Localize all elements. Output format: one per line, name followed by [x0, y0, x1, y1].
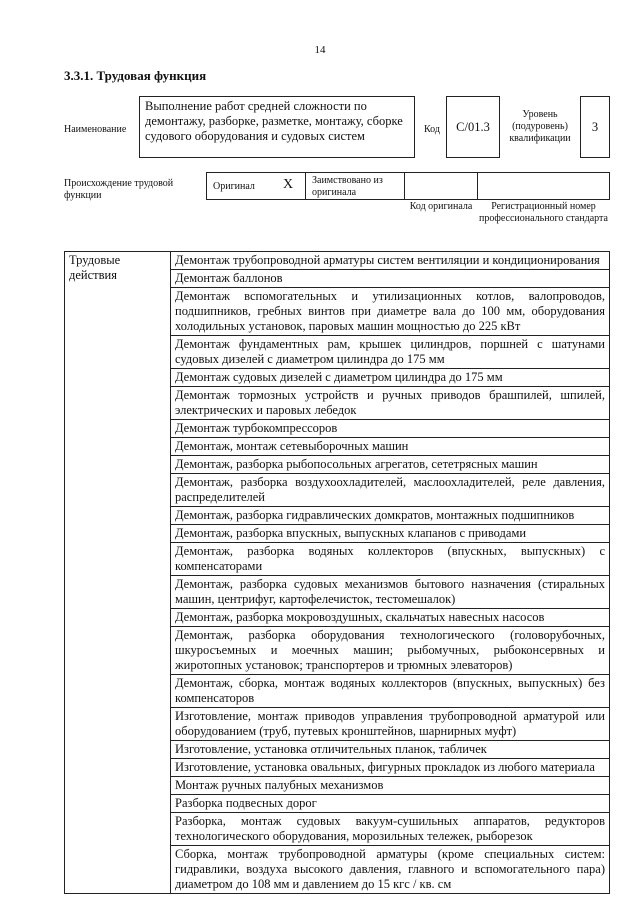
level-value: 3 — [580, 96, 610, 158]
action-item: Демонтаж, монтаж сетевыборочных машин — [171, 438, 610, 456]
action-item: Демонтаж, разборка впускных, выпускных клапанов с приводами — [171, 525, 610, 543]
labor-actions-table — [64, 251, 610, 894]
actions-header: Трудовые действия — [65, 252, 171, 894]
action-item: Демонтаж, разборка мокровоздушных, скальчатых навесных насосов — [171, 609, 610, 627]
action-item: Разборка, монтаж судовых вакуум-сушильных аппаратов, редукторов технологического оборудования, морозильных тележек, рыборезок — [171, 813, 610, 846]
action-item: Демонтаж фундаментных рам, крышек цилиндров, поршней с шатунами судовых дизелей с диаметром цилиндра до 175 мм — [171, 336, 610, 369]
action-item: Демонтаж, разборка воздухоохладителей, маслоохладителей, реле давления, распределителей — [171, 474, 610, 507]
original-mark: X — [283, 177, 294, 192]
code-original-cell — [404, 172, 478, 200]
original-label: Оригинал — [213, 181, 255, 192]
action-item: Демонтаж, разборка гидравлических домкратов, монтажных подшипников — [171, 507, 610, 525]
origin-label: Происхождение трудовой функции — [64, 178, 174, 201]
action-item: Демонтаж, разборка судовых механизмов бытового назначения (стиральных машин, центрифуг, картофелечисток, тестомешалок) — [171, 576, 610, 609]
action-item: Демонтаж турбокомпрессоров — [171, 420, 610, 438]
code-original-caption: Код оригинала — [409, 201, 473, 212]
action-item: Демонтаж судовых дизелей с диаметром цилиндра до 175 мм — [171, 369, 610, 387]
reg-number-cell — [477, 172, 610, 200]
name-label: Наименование — [64, 124, 127, 135]
original-cell — [206, 172, 306, 200]
page-number: 14 — [314, 44, 326, 56]
action-item: Демонтаж, сборка, монтаж водяных коллекторов (впускных, выпускных) без компенсаторов — [171, 675, 610, 708]
action-item: Демонтаж, разборка оборудования технологического (головорубочных, шкуросъемных и моечных машин; рыбомучных, рыбоконсервных и жиротопных установок; транспортеров и трюмных элеваторов) — [171, 627, 610, 675]
reg-number-caption: Регистрационный номер профессионального стандарта — [479, 201, 608, 224]
action-item: Демонтаж тормозных устройств и ручных приводов брашпилей, шпилей, электрических и паровых лебедок — [171, 387, 610, 420]
action-item: Изготовление, монтаж приводов управления трубопроводной арматурой или оборудованием (труб, путевых кронштейнов, шарнирных муфт) — [171, 708, 610, 741]
code-label: Код — [424, 124, 440, 135]
action-item: Демонтаж трубопроводной арматуры систем вентиляции и кондиционирования — [171, 252, 610, 270]
action-item: Разборка подвесных дорог — [171, 795, 610, 813]
section-title: 3.3.1. Трудовая функция — [64, 68, 207, 83]
action-item: Демонтаж баллонов — [171, 270, 610, 288]
action-item: Демонтаж, разборка водяных коллекторов (впускных, выпускных) с компенсаторами — [171, 543, 610, 576]
code-value: С/01.3 — [446, 96, 500, 158]
table-row — [65, 252, 610, 270]
borrowed-label: Заимствовано из оригинала — [312, 175, 383, 198]
action-item: Сборка, монтаж трубопроводной арматуры (кроме специальных систем: гидравлики, воздуха высокого давления, главного и вспомогательного пара) диаметром до 108 мм и давлением до 15 кгс / кв. см — [171, 846, 610, 894]
borrowed-cell — [305, 172, 405, 200]
action-item: Демонтаж, разборка рыбопосольных агрегатов, сететрясных машин — [171, 456, 610, 474]
action-item: Изготовление, установка отличительных планок, табличек — [171, 741, 610, 759]
action-item: Монтаж ручных палубных механизмов — [171, 777, 610, 795]
action-item: Демонтаж вспомогательных и утилизационных котлов, валопроводов, подшипников, гребных винтов при диаметре вала до 100 мм, оборудования холодильных установок, паровых машин мощностью до 225 кВт — [171, 288, 610, 336]
level-label: Уровень (подуровень) квалификации — [509, 109, 571, 144]
name-value: Выполнение работ средней сложности по демонтажу, разборке, разметке, монтажу, сборке судового оборудования и судовых систем — [139, 96, 415, 158]
action-item: Изготовление, установка овальных, фигурных прокладок из любого материала — [171, 759, 610, 777]
